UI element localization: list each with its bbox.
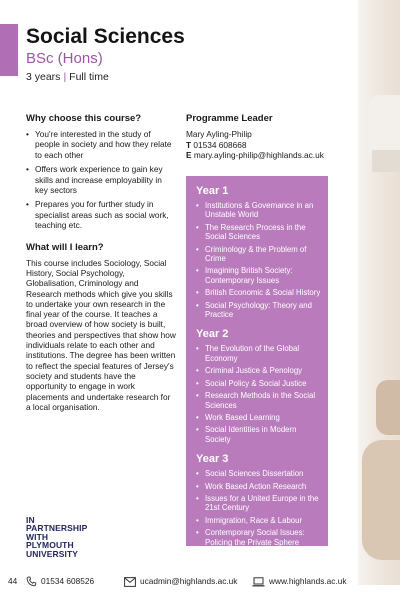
phone-icon <box>26 576 37 587</box>
module-item: • Imagining British Society: Contemporary Issues <box>186 266 328 285</box>
module-item: • Social Sciences Dissertation <box>186 469 328 478</box>
module-item: • Work Based Action Research <box>186 482 328 491</box>
footer-email[interactable] <box>124 572 237 590</box>
module-item: • Criminology & the Problem of Crime <box>186 245 328 264</box>
footer-phone[interactable] <box>26 572 94 590</box>
leader-email[interactable]: mary.ayling-philip@highlands.ac.uk <box>193 150 324 160</box>
module-item: • Issues for a United Europe in the 21st Century <box>186 494 328 513</box>
leader-phone: 01534 608668 <box>193 139 247 150</box>
page-title: Social Sciences <box>26 25 185 48</box>
year-3-block <box>186 452 328 547</box>
course-duration <box>26 70 185 85</box>
partnership-logo <box>26 516 87 558</box>
module-list <box>186 201 328 319</box>
module-item: • Work Based Learning <box>186 413 328 422</box>
page-footer <box>0 572 400 590</box>
module-item: • Social Policy & Social Justice <box>186 379 328 388</box>
module-item: • The Evolution of the Global Economy <box>186 344 328 363</box>
module-item: • Social Psychology: Theory and Practice <box>186 301 328 320</box>
learn-paragraph: This course includes Sociology, Social History, Social Psychology, Globalisation, Criminology and Research methods which give you skills to undertake your own research in the final year of the course. It teaches a broad overview of how society is built, theories and perspectives that show how individuals relate to each other and institutions. The degree has been written to reflect the special features of Jersey's society and students have the opportunity to engage in work placements and undertake research for a local organisation. <box>26 257 176 412</box>
why-list <box>26 129 176 231</box>
modules-box <box>186 176 328 546</box>
partnership-line: UNIVERSITY <box>26 548 79 559</box>
left-column <box>26 112 176 412</box>
footer-email-text: ucadmin@highlands.ac.uk <box>140 576 238 586</box>
degree-subtitle: BSc (Hons) <box>26 50 103 67</box>
module-list <box>186 469 328 547</box>
year-2-block <box>186 327 328 444</box>
year-heading: Year 2 <box>196 328 229 341</box>
leader-heading: Programme Leader <box>186 113 273 124</box>
partnership-line: PLYMOUTH <box>26 540 74 551</box>
module-item: • Institutions & Governance in an Unstable World <box>186 201 328 220</box>
footer-website-text: www.highlands.ac.uk <box>269 576 347 586</box>
module-list <box>186 344 328 444</box>
learn-heading: What will I learn? <box>26 241 104 253</box>
page-number: 44 <box>8 576 18 586</box>
module-item: • Contemporary Social Issues: Policing the Private Sphere <box>186 528 328 547</box>
year-1-block <box>186 184 328 319</box>
leader-name: Mary Ayling-Philip <box>186 129 252 139</box>
email-icon <box>124 577 136 587</box>
laptop-icon <box>252 577 265 587</box>
leader-phone-line <box>186 140 356 151</box>
module-item: • Research Methods in the Social Sciences <box>186 391 328 410</box>
leader-email-line <box>186 150 356 161</box>
module-item: • The Research Process in the Social Sciences <box>186 223 328 242</box>
page-header <box>26 24 185 85</box>
footer-phone-text: 01534 608526 <box>41 576 95 586</box>
programme-leader <box>186 112 356 161</box>
why-item: • You're interested in the study of people in society and how they relate to each other <box>26 129 176 160</box>
why-heading: Why choose this course? <box>26 113 142 124</box>
phone-label: T <box>186 139 192 150</box>
module-item: • British Economic & Social History <box>186 288 328 297</box>
module-item: • Immigration, Race & Labour <box>186 516 328 525</box>
why-item: • Prepares you for further study in specialist areas such as social work, teaching etc. <box>26 199 176 230</box>
background-photo <box>358 0 400 585</box>
partnership-line: WITH <box>26 531 49 542</box>
module-item: • Social Identities in Modern Society <box>186 425 328 444</box>
duration-separator: | <box>63 71 67 83</box>
email-label: E <box>186 150 192 160</box>
footer-website[interactable] <box>252 572 346 590</box>
accent-bar <box>0 24 18 76</box>
why-item: • Offers work experience to gain key skills and increase employability in key sectors <box>26 164 176 195</box>
partnership-line: IN <box>26 515 35 525</box>
year-heading: Year 1 <box>196 185 229 197</box>
module-item: • Criminal Justice & Penology <box>186 366 328 375</box>
duration-years: 3 years <box>26 71 61 83</box>
partnership-line: PARTNERSHIP <box>26 523 88 534</box>
duration-mode: Full time <box>69 71 109 83</box>
year-heading: Year 3 <box>196 453 229 466</box>
